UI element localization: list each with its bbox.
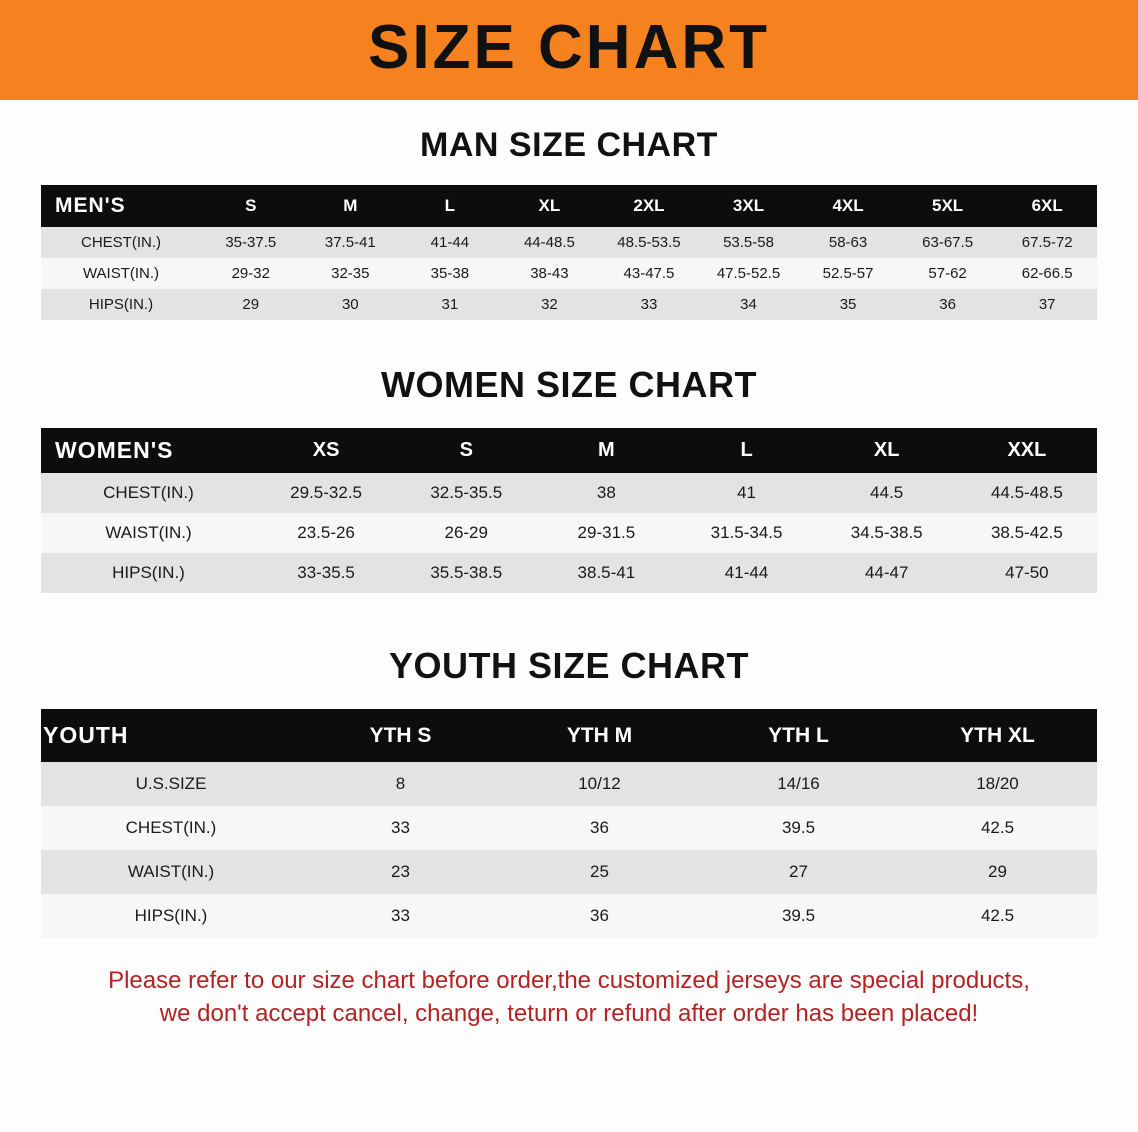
table-header-row: [41, 709, 1097, 762]
table-cell: 29-31.5: [536, 513, 676, 553]
row-label: CHEST(IN.): [41, 473, 256, 513]
men-header-cell: S: [201, 185, 301, 227]
men-header-cell: 5XL: [898, 185, 998, 227]
table-cell: 41: [676, 473, 816, 513]
table-cell: 36: [500, 894, 699, 938]
table-row: [41, 227, 1097, 258]
women-header-cell: XL: [817, 428, 957, 473]
table-cell: 29: [898, 850, 1097, 894]
row-label: CHEST(IN.): [41, 227, 201, 258]
youth-size-table: [41, 709, 1097, 938]
disclaimer-line-1: Please refer to our size chart before order,the customized jerseys are special products,: [108, 967, 1030, 994]
table-cell: 27: [699, 850, 898, 894]
page-title: SIZE CHART: [368, 13, 770, 82]
table-cell: 41-44: [676, 553, 816, 593]
table-cell: 39.5: [699, 806, 898, 850]
row-label: WAIST(IN.): [41, 850, 301, 894]
table-cell: 35: [798, 289, 898, 320]
table-cell: 23.5-26: [256, 513, 396, 553]
man-section-title: MAN SIZE CHART: [420, 126, 718, 164]
table-cell: 67.5-72: [997, 227, 1097, 258]
table-cell: 29-32: [201, 258, 301, 289]
table-cell: 35-37.5: [201, 227, 301, 258]
man-table-wrapper: [0, 185, 1138, 320]
table-cell: 26-29: [396, 513, 536, 553]
table-cell: 25: [500, 850, 699, 894]
table-cell: 44.5: [817, 473, 957, 513]
table-cell: 37: [997, 289, 1097, 320]
row-label: CHEST(IN.): [41, 806, 301, 850]
table-cell: 33: [599, 289, 699, 320]
women-header-cell: L: [676, 428, 816, 473]
table-cell: 44-48.5: [500, 227, 600, 258]
table-cell: 48.5-53.5: [599, 227, 699, 258]
table-row: [41, 850, 1097, 894]
disclaimer-note: [38, 964, 1100, 1030]
table-cell: 38: [536, 473, 676, 513]
table-cell: 35-38: [400, 258, 500, 289]
table-cell: 57-62: [898, 258, 998, 289]
row-label: HIPS(IN.): [41, 289, 201, 320]
table-header-row: [41, 185, 1097, 227]
youth-header-cell: YTH XL: [898, 709, 1097, 762]
table-cell: 18/20: [898, 762, 1097, 806]
men-size-table: [41, 185, 1097, 320]
row-label: HIPS(IN.): [41, 553, 256, 593]
women-header-cell: M: [536, 428, 676, 473]
table-cell: 44.5-48.5: [957, 473, 1097, 513]
men-header-cell: XL: [500, 185, 600, 227]
table-cell: 31.5-34.5: [676, 513, 816, 553]
table-cell: 62-66.5: [997, 258, 1097, 289]
men-header-cell: 3XL: [699, 185, 799, 227]
table-row: [41, 894, 1097, 938]
row-label: WAIST(IN.): [41, 258, 201, 289]
row-label: U.S.SIZE: [41, 762, 301, 806]
women-header-cell: S: [396, 428, 536, 473]
youth-header-cell: YTH M: [500, 709, 699, 762]
youth-header-label: YOUTH: [41, 709, 301, 762]
table-header-row: [41, 428, 1097, 473]
table-cell: 38.5-42.5: [957, 513, 1097, 553]
youth-section-title: YOUTH SIZE CHART: [388, 645, 749, 686]
table-cell: 44-47: [817, 553, 957, 593]
table-cell: 32-35: [301, 258, 401, 289]
table-row: [41, 513, 1097, 553]
table-cell: 10/12: [500, 762, 699, 806]
table-cell: 42.5: [898, 894, 1097, 938]
table-cell: 34.5-38.5: [817, 513, 957, 553]
women-table-wrapper: [0, 428, 1138, 593]
men-header-cell: 2XL: [599, 185, 699, 227]
table-cell: 33: [301, 894, 500, 938]
table-cell: 47-50: [957, 553, 1097, 593]
table-cell: 29: [201, 289, 301, 320]
table-cell: 32.5-35.5: [396, 473, 536, 513]
table-cell: 52.5-57: [798, 258, 898, 289]
table-cell: 14/16: [699, 762, 898, 806]
table-cell: 38-43: [500, 258, 600, 289]
row-label: WAIST(IN.): [41, 513, 256, 553]
table-cell: 35.5-38.5: [396, 553, 536, 593]
youth-header-cell: YTH S: [301, 709, 500, 762]
men-header-cell: M: [301, 185, 401, 227]
table-cell: 38.5-41: [536, 553, 676, 593]
table-cell: 58-63: [798, 227, 898, 258]
table-cell: 63-67.5: [898, 227, 998, 258]
men-header-label: MEN'S: [41, 185, 201, 227]
table-cell: 36: [500, 806, 699, 850]
women-header-label: WOMEN'S: [41, 428, 256, 473]
table-cell: 42.5: [898, 806, 1097, 850]
table-cell: 32: [500, 289, 600, 320]
table-cell: 29.5-32.5: [256, 473, 396, 513]
table-row: [41, 258, 1097, 289]
table-cell: 23: [301, 850, 500, 894]
table-row: [41, 806, 1097, 850]
table-cell: 31: [400, 289, 500, 320]
disclaimer-line-2: we don't accept cancel, change, teturn or refund after order has been placed!: [159, 1000, 979, 1028]
banner: [0, 0, 1138, 100]
men-header-cell: L: [400, 185, 500, 227]
table-cell: 33-35.5: [256, 553, 396, 593]
table-cell: 34: [699, 289, 799, 320]
table-row: [41, 762, 1097, 806]
table-cell: 47.5-52.5: [699, 258, 799, 289]
table-cell: 53.5-58: [699, 227, 799, 258]
table-cell: 33: [301, 806, 500, 850]
table-cell: 43-47.5: [599, 258, 699, 289]
table-cell: 37.5-41: [301, 227, 401, 258]
table-cell: 39.5: [699, 894, 898, 938]
youth-header-cell: YTH L: [699, 709, 898, 762]
women-header-cell: XS: [256, 428, 396, 473]
men-header-cell: 4XL: [798, 185, 898, 227]
table-cell: 36: [898, 289, 998, 320]
table-cell: 8: [301, 762, 500, 806]
table-cell: 30: [301, 289, 401, 320]
youth-table-wrapper: [0, 709, 1138, 938]
women-size-table: [41, 428, 1097, 593]
table-row: [41, 553, 1097, 593]
women-section-title: WOMEN SIZE CHART: [381, 364, 757, 405]
men-header-cell: 6XL: [997, 185, 1097, 227]
row-label: HIPS(IN.): [41, 894, 301, 938]
women-header-cell: XXL: [957, 428, 1097, 473]
table-row: [41, 289, 1097, 320]
table-cell: 41-44: [400, 227, 500, 258]
table-row: [41, 473, 1097, 513]
